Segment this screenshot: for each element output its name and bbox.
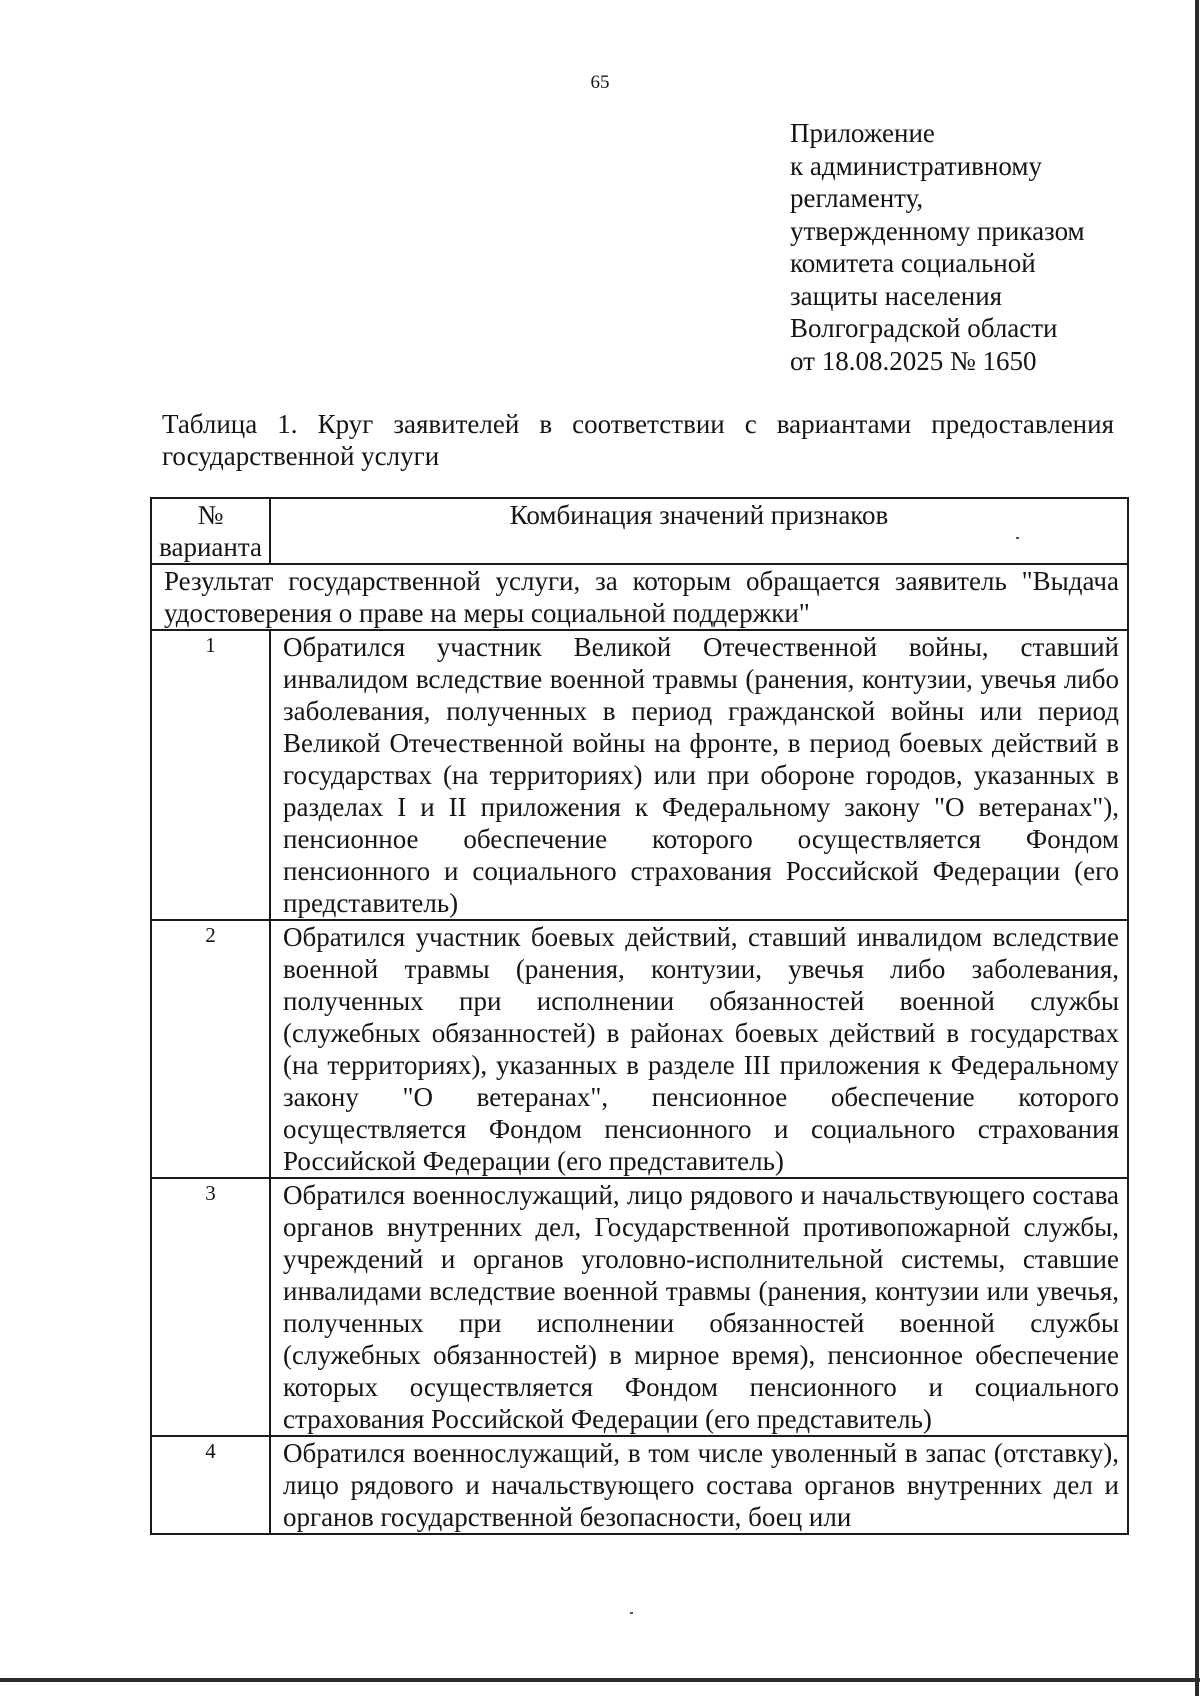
scan-edge-bottom [0,1678,1200,1682]
appendix-line: Приложение [790,118,935,148]
scan-speck [1016,537,1019,539]
header-attribute-combination: Комбинация значений признаков [270,498,1128,564]
variant-description: Обратился военнослужащий, лицо рядового и начальствующего состава органов внутренних дел, Государственной противопожарной службы, учреждений и органов уголовно-исполнительной системы, ставшие инвалидами вследствие военной травмы (ранения, контузии или увечья, полученных при исполнении обязанностей военной службы (служебных обязанностей) в мирное время), пенсионное обеспечение которых осуществляется Фондом пенсионного и социального страхования Российской Федерации (его представитель) [270,1178,1128,1436]
applicants-table [150,497,1129,1535]
variant-number: 1 [151,630,270,920]
scan-edge-right [1195,0,1199,1696]
result-description: Результат государственной услуги, за которым обращается заявитель "Выдача удостоверения о праве на меры социальной поддержки" [151,564,1128,630]
scan-speck [630,1612,633,1614]
variant-number: 2 [151,920,270,1178]
variant-number: 3 [151,1178,270,1436]
table-row [151,630,1128,920]
result-row [151,564,1128,630]
appendix-line: защиты населения [790,280,1003,311]
appendix-header [790,117,1170,377]
variant-description: Обратился участник Великой Отечественной войны, ставший инвалидом вследствие военной травмы (ранения, контузии, увечья либо заболевания, полученных в период гражданской войны или период Великой Отечественной войны на фронте, в период боевых действий в государствах (на территориях) или при обороне городов, указанных в разделах I и II приложения к Федеральному закону "О ветеранах"), пенсионное обеспечение которого осуществляется Фондом пенсионного и социального страхования Российской Федерации (его представитель) [270,630,1128,920]
appendix-line: регламенту, [790,183,924,213]
table-caption: Таблица 1. Круг заявителей в соответствии с вариантами предоставления государственной услуги [162,409,1114,471]
variant-number: 4 [151,1436,270,1534]
variant-description: Обратился участник боевых действий, ставший инвалидом вследствие военной травмы (ранения, контузии, увечья либо заболевания, полученных при исполнении обязанностей военной службы (служебных обязанностей) в районах боевых действий в государствах (на территориях), указанных в разделе III приложения к Федеральному закону "О ветеранах", пенсионное обеспечение которого осуществляется Фондом пенсионного и социального страхования Российской Федерации (его представитель) [270,920,1128,1178]
appendix-line: к административному [790,150,1042,181]
table-row [151,1436,1128,1534]
table-row [151,1178,1128,1436]
appendix-line: комитета социальной [790,248,1036,278]
table-header-row [151,498,1128,564]
appendix-line: Волгоградской области [790,313,1058,343]
appendix-line: утвержденному приказом [790,215,1085,246]
page-number: 65 [590,72,610,93]
header-variant-number: № варианта [151,498,270,564]
variant-description: Обратился военнослужащий, в том числе уволенный в запас (отставку), лицо рядового и начальствующего состава органов внутренних дел и органов государственной безопасности, боец или [270,1436,1128,1534]
table-row [151,920,1128,1178]
appendix-line: от 18.08.2025 № 1650 [790,345,1037,376]
